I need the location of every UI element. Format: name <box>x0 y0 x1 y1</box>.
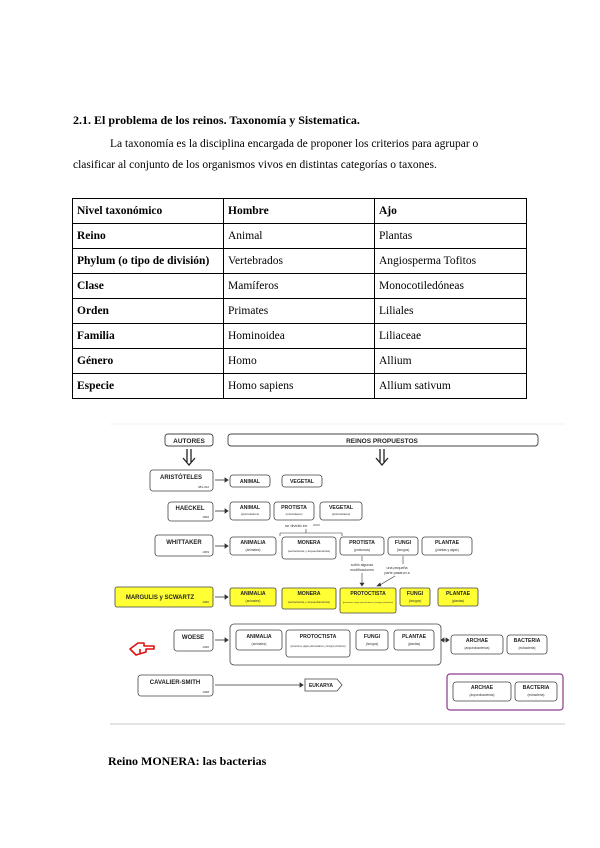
table-header-row <box>73 199 527 224</box>
table-cell: Mamíferos <box>224 274 375 299</box>
intro-paragraph-text: La taxonomía es la disciplina encargada de proponer los criterios para agrupar o clasificar al conjunto de los organismos vivos en distintas categorías o taxones. <box>73 138 479 171</box>
kingdom-name: MONERA <box>297 591 321 597</box>
table-row <box>73 299 527 324</box>
note-sufrio: sufrió algunas <box>350 563 374 567</box>
kingdom-sub: (eubacterias y arqueobacterias) <box>287 600 331 604</box>
table-cell: Hominoidea <box>224 324 375 349</box>
kingdom-sub: (arqueobacterias) <box>469 693 495 697</box>
author-date: 1866 <box>202 515 209 519</box>
kingdom-name: ANIMALIA <box>246 634 272 640</box>
author-date: 1990 <box>202 645 209 649</box>
kingdom-sub: (plantas) <box>407 642 421 646</box>
table-cell: Animal <box>224 224 375 249</box>
note-pequena: una pequeña <box>386 566 408 570</box>
kingdom-name: ANIMAL <box>239 505 261 511</box>
table-cell: Primates <box>224 299 375 324</box>
kingdom-name: ARCHAE <box>470 685 494 691</box>
author-name: MARGULIS y SCWARTZ <box>125 595 195 601</box>
author-name: WOESE <box>181 635 205 641</box>
kingdom-sub: (animales) <box>251 642 267 646</box>
author-name: CAVALIER-SMITH <box>149 680 201 686</box>
table-cell: Liliales <box>375 299 527 324</box>
table-row <box>73 249 527 274</box>
kingdom-sub: (pluricelulares) <box>240 512 260 516</box>
kingdom-sub: (protozoos) <box>353 548 371 552</box>
kingdom-sub: (eubacteria) <box>518 646 536 650</box>
author-name: ARISTÓTELES <box>159 475 203 481</box>
kingdom-name: FUNGI <box>394 540 412 546</box>
table-cell: Orden <box>73 299 224 324</box>
kingdom-sub: (pluricelulares) <box>331 512 351 516</box>
table-cell: Vertebrados <box>224 249 375 274</box>
kingdom-sub: (animales) <box>245 548 261 552</box>
note-se-dividio: se dividió en <box>285 523 308 528</box>
kingdom-sub: (eubacteria) <box>527 693 545 697</box>
table-header-cell: Ajo <box>375 199 527 224</box>
table-cell: Liliaceae <box>375 324 527 349</box>
kingdom-name: BACTERIA <box>513 638 541 644</box>
table-row <box>73 374 527 399</box>
table-cell: Reino <box>73 224 224 249</box>
note-pequena: parte pasaron a <box>384 571 410 575</box>
author-date: 1998 <box>202 690 209 694</box>
kingdom-box <box>356 630 388 650</box>
table-row <box>73 349 527 374</box>
table-cell: Allium <box>375 349 527 374</box>
table-cell: Homo sapiens <box>224 374 375 399</box>
kingdom-sub: (unicelulares) <box>285 512 303 516</box>
table-cell: Monocotiledóneas <box>375 274 527 299</box>
table-cell: Clase <box>73 274 224 299</box>
kingdom-name: ARCHAE <box>465 638 489 644</box>
table-row <box>73 224 527 249</box>
author-haeckel <box>168 502 213 521</box>
autores-label: AUTORES <box>173 438 205 445</box>
author-whittaker <box>155 535 213 556</box>
author-date: 384-322 <box>197 485 209 489</box>
table-cell: Familia <box>73 324 224 349</box>
author-woese <box>174 630 213 651</box>
kingdom-name: MONERA <box>297 540 321 546</box>
author-date: 1982 <box>202 600 209 604</box>
kingdom-name: PLANTAE <box>445 591 471 597</box>
kingdom-box <box>394 630 434 650</box>
table-cell: Homo <box>224 349 375 374</box>
kingdom-name: PROTISTA <box>349 540 375 546</box>
taxonomy-table <box>72 198 527 399</box>
table-row <box>73 324 527 349</box>
kingdom-sub: (hongos) <box>365 642 379 646</box>
kingdom-name: FUNGI <box>406 591 424 597</box>
author-name: HAECKEL <box>175 506 205 512</box>
kingdom-name: ANIMALIA <box>240 540 266 546</box>
table-cell: Género <box>73 349 224 374</box>
kingdom-box <box>236 630 282 650</box>
author-aristoteles <box>150 470 213 491</box>
author-name: WHITTAKER <box>166 540 202 546</box>
subheading-monera: Reino MONERA: las bacterias <box>108 754 267 768</box>
table-cell: Phylum (o tipo de división) <box>73 249 224 274</box>
kingdom-name: PLANTAE <box>434 540 460 546</box>
table-cell: Allium sativum <box>375 374 527 399</box>
kingdom-name: PLANTAE <box>401 634 427 640</box>
kingdom-sub: (plantas) <box>451 599 465 603</box>
kingdom-name: EUKARYA <box>308 683 334 689</box>
table-header-cell: Hombre <box>224 199 375 224</box>
table-header-cell: Nivel taxonómico <box>73 199 224 224</box>
kingdom-name: PROTISTA <box>281 505 307 511</box>
kingdom-sub: (hongos) <box>408 599 422 603</box>
kingdom-sub: (protozoos, algas pluricelulares y hongos primitivos) <box>342 602 394 604</box>
kingdom-name: VEGETAL <box>289 479 315 485</box>
kingdom-name: ANIMALIA <box>240 591 266 597</box>
table-cell: Especie <box>73 374 224 399</box>
kingdom-name: PROTOCTISTA <box>299 634 337 640</box>
kingdom-sub: (hongos) <box>396 548 410 552</box>
kingdom-name: VEGETAL <box>328 505 354 511</box>
kingdom-name: FUNGI <box>363 634 381 640</box>
kingdom-sub: (plantas y algas) <box>435 548 459 552</box>
kingdom-name: ANIMAL <box>239 479 261 485</box>
reinos-label: REINOS PROPUESTOS <box>346 438 418 445</box>
table-cell: Angiosperma Tofitos <box>375 249 527 274</box>
intro-paragraph <box>73 134 523 176</box>
table-cell: Plantas <box>375 224 527 249</box>
kingdom-name: PROTOCTISTA <box>350 591 386 597</box>
author-cavalier-smith <box>138 675 213 696</box>
kingdom-sub: (arqueobacterias) <box>464 646 490 650</box>
section-heading: 2.1. El problema de los reinos. Taxonomía y Sistematica. <box>73 113 360 127</box>
note-sufrio: modificaciones <box>350 568 374 572</box>
kingdom-name: BACTERIA <box>522 685 550 691</box>
kingdom-sub: (animales) <box>245 599 261 603</box>
author-margulis <box>115 587 213 607</box>
kingdom-sub: (protozoos, algas pluricelulares y hongos primitivos) <box>290 645 346 648</box>
kingdom-sub: (eubacterias y arqueobacterias) <box>287 549 331 553</box>
kingdoms-diagram <box>110 423 565 725</box>
author-date: 1969 <box>202 550 209 554</box>
table-row <box>73 274 527 299</box>
